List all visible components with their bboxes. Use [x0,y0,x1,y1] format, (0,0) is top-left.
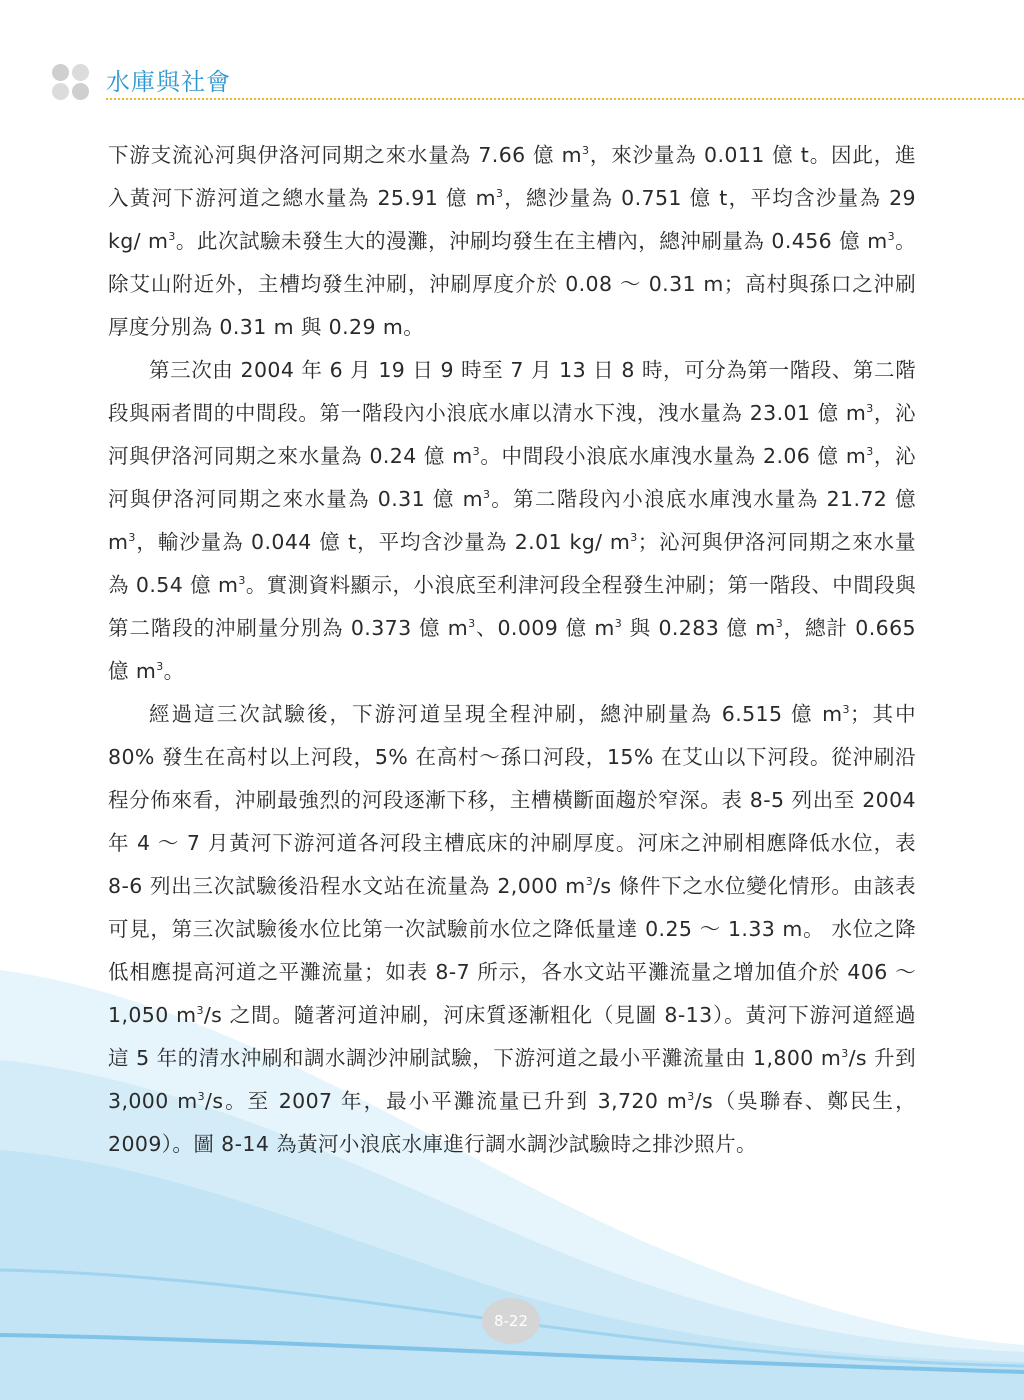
superscript: 3 [472,445,481,459]
text-segment: 。 [163,659,185,683]
superscript: 3 [196,1004,204,1018]
text-segment: 經過這三次試驗後，下游河道呈現全程沖刷，總沖刷量為 6.515 億 m [149,702,843,726]
text-segment: 。第二階段內小浪底水庫洩水量為 21.72 億 m [108,487,916,554]
text-segment: 。實測資料顯示，小浪底至利津河段全程發生沖刷；第一階段、中間段與第二階段的沖刷量分別為 0.373 億 m [108,573,916,640]
superscript: 3 [866,402,874,416]
text-segment: ，來沙量為 0.011 億 t。因此，進入黃河下游河道之總水量為 25.91 億 m [108,143,916,210]
text-segment: /s 升到 3,000 m [108,1046,916,1113]
page-number: 8-22 [482,1298,540,1344]
superscript: 3 [842,703,850,717]
superscript: 3 [468,617,476,631]
superscript: 3 [582,144,590,158]
paragraph-1 [108,134,916,349]
superscript: 3 [197,1090,206,1104]
superscript: 3 [156,660,164,674]
superscript: 3 [841,1047,849,1061]
text-segment: /s 之間。隨著河道沖刷，河床質逐漸粗化（見圖 8-13）。黃河下游河道經過這 5 年的清水沖刷和調水調沙沖刷試驗，下游河道之最小平灘流量由 1,800 m [108,1003,916,1070]
text-segment: 。中間段小浪底水庫洩水量為 2.06 億 m [480,444,867,468]
text-segment: ，總計 0.665 億 m [108,616,916,683]
superscript: 3 [482,488,491,502]
chapter-logo-icon [52,62,100,102]
superscript: 3 [630,531,638,545]
superscript: 3 [168,230,176,244]
chapter-title: 水庫與社會 [106,68,231,96]
text-segment: /s 條件下之水位變化情形。由該表可見，第三次試驗後水位比第一次試驗前水位之降低量達 0.25 ～ 1.33 m。 水位之降低相應提高河道之平灘流量；如表 8-7 所示，各水文站平灘流量之增加值介於 406 ～ 1,050 m [108,874,917,1027]
body-text [108,134,916,1166]
superscript: 3 [887,230,895,244]
text-segment: ；沁河與伊洛河同期之來水量為 0.54 億 m [108,530,916,597]
text-segment: /s。至 2007 年，最小平灘流量已升到 3,720 m [205,1089,688,1113]
superscript: 3 [238,574,246,588]
text-segment: /s（吳聯春、鄭民生，2009）。圖 8-14 為黃河小浪底水庫進行調水調沙試驗時之排沙照片。 [108,1089,916,1156]
text-segment: 下游支流沁河與伊洛河同期之來水量為 7.66 億 m [108,143,583,167]
header-divider [106,98,1024,100]
text-segment: 。除艾山附近外，主槽均發生沖刷，沖刷厚度介於 0.08 ～ 0.31 m；高村與孫口之沖刷厚度分別為 0.31 m 與 0.29 m。 [108,229,917,339]
text-segment: 、0.009 億 m [475,616,615,640]
superscript: 3 [687,1090,695,1104]
superscript: 3 [128,531,136,545]
text-segment: ，總沙量為 0.751 億 t，平均含沙量為 29 kg/ m [108,186,916,253]
text-segment: ；其中 80% 發生在高村以上河段，5% 在高村～孫口河段，15% 在艾山以下河段。從沖刷沿程分佈來看，沖刷最強烈的河段逐漸下移，主槽橫斷面趨於窄深。表 8-5 列出至 2004 年 4 ～ 7 月黃河下游河道各河段主槽底床的沖刷厚度。河床之沖刷相應降低水位，表 8-6 列出三次試驗後沿程水文站在流量為 2,000 m [108,702,916,898]
superscript: 3 [496,187,504,201]
paragraph-3 [108,693,916,1166]
text-segment: 第三次由 2004 年 6 月 19 日 9 時至 7 月 13 日 8 時，可分為第一階段、第二階段與兩者間的中間段。第一階段內小浪底水庫以清水下洩，洩水量為 23.01 億 m [108,358,916,425]
superscript: 3 [775,617,784,631]
text-segment: 。此次試驗未發生大的漫灘，沖刷均發生在主槽內，總沖刷量為 0.456 億 m [175,229,888,253]
superscript: 3 [866,445,874,459]
text-segment: 與 0.283 億 m [622,616,776,640]
text-segment: ，沁河與伊洛河同期之來水量為 0.31 億 m [108,444,916,511]
paragraph-2 [108,349,916,693]
text-segment: ，輸沙量為 0.044 億 t，平均含沙量為 2.01 kg/ m [135,530,631,554]
text-segment: ，沁河與伊洛河同期之來水量為 0.24 億 m [108,401,916,468]
superscript: 3 [585,875,594,889]
superscript: 3 [614,617,623,631]
